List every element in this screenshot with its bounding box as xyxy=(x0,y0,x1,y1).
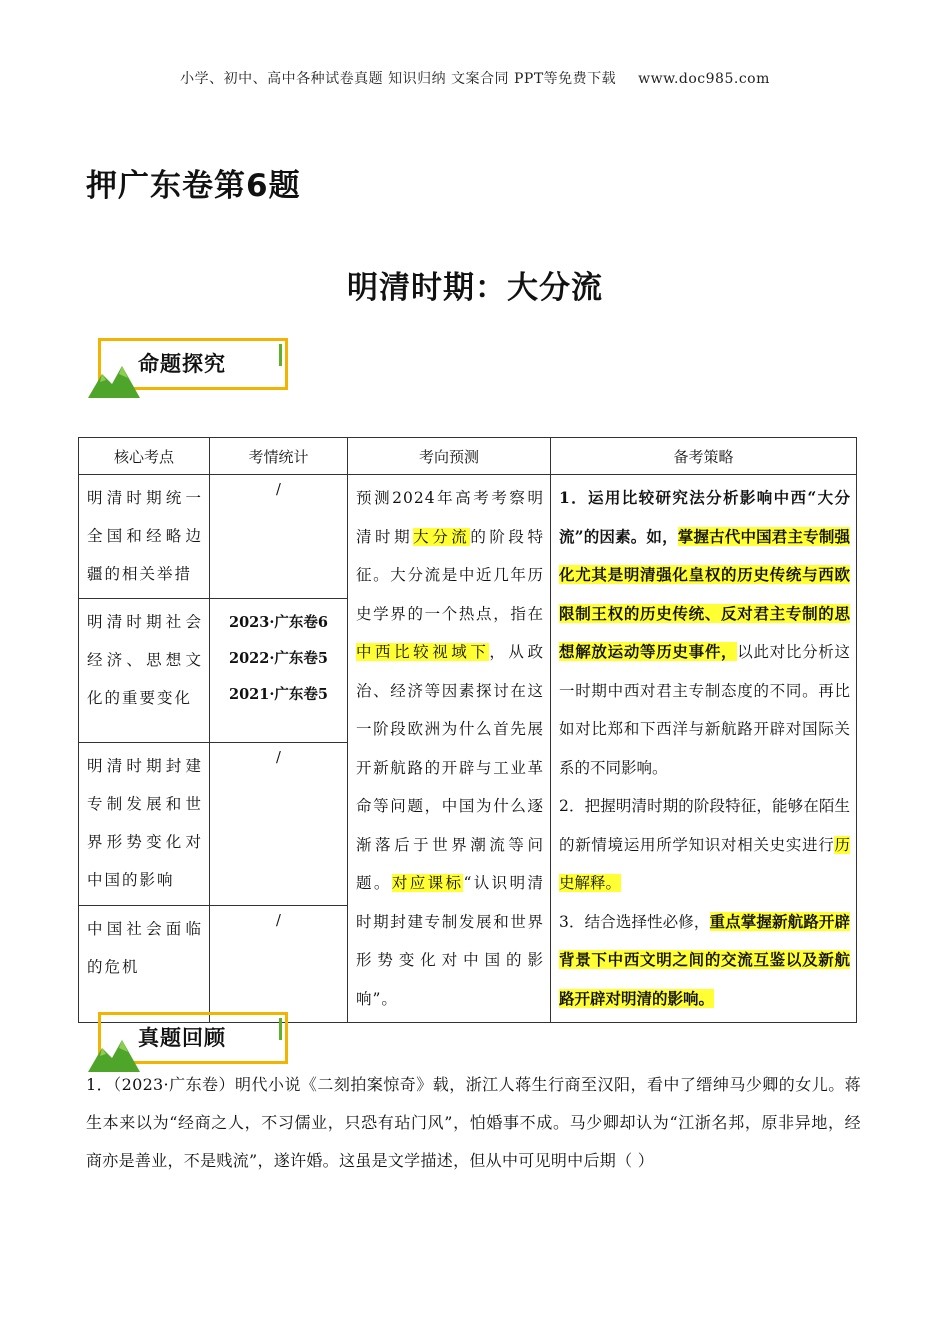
strategy-cell xyxy=(551,475,857,1023)
stat-cell: / xyxy=(210,475,348,599)
stat-line: 2021·广东卷5 xyxy=(229,686,328,704)
table-header-row xyxy=(79,438,857,475)
page-header xyxy=(0,68,950,88)
strategy-text: 3．结合选择性必修， xyxy=(559,912,710,931)
header-url[interactable]: www.doc985.com xyxy=(638,71,770,87)
mountain-icon xyxy=(88,358,144,398)
header-strategy: 备考策略 xyxy=(551,438,857,475)
header-prediction: 考向预测 xyxy=(348,438,551,475)
core-point: 明清时期封建专制发展和世界形势变化对中国的影响 xyxy=(79,743,210,905)
strategy-highlight: 掌握古代中国君主专制强化尤其是明清强化皇权的历史传统与西欧限制王权的历史传统、反对君主专制的思想解放运动等历史事件， xyxy=(559,526,850,661)
stat-line: 2022·广东卷5 xyxy=(229,650,328,668)
stat-cell: / xyxy=(210,743,348,905)
prediction-text: “认识明清时期封建专制发展和世界形势变化对中国的影响”。 xyxy=(356,874,544,1008)
badge-accent xyxy=(279,344,282,366)
prediction-cell xyxy=(348,475,551,1023)
prediction-text: 的阶段特征。大分流是中近几年历史学界的一个热点，指在 xyxy=(356,527,544,623)
page-title: 押广东卷第6题 xyxy=(86,168,301,204)
stat-line: 2023·广东卷6 xyxy=(229,614,328,632)
prediction-text: ，从政治、经济等因素探讨在这一阶段欧洲为什么首先展开新航路的开辟与工业革命等问题，中国为什么逐渐落后于世界潮流等问题。 xyxy=(356,643,544,892)
prediction-highlight: 大分流 xyxy=(413,527,471,546)
page-subtitle: 明清时期：大分流 xyxy=(347,270,603,306)
strategy-text: 1．运用比较研究法分析影响中西“大分流”的因素。如， xyxy=(559,488,850,546)
strategy-text: 以此对比分析这一时期中西对君主专制态度的不同。再比如对比郑和下西洋与新航路开辟对国际关系的不同影响。 xyxy=(559,643,850,777)
strategy-text: 2．把握明清时期的阶段特征，能够在陌生的新情境运用所学知识对相关史实进行 xyxy=(559,797,850,854)
stat-cell xyxy=(210,599,348,743)
table-row xyxy=(79,475,857,599)
badge-label: 命题探究 xyxy=(138,352,226,376)
strategy-item-1 xyxy=(559,479,850,787)
badge-accent xyxy=(279,1018,282,1040)
header-core: 核心考点 xyxy=(79,438,210,475)
strategy-item-2 xyxy=(559,787,850,903)
strategy-highlight: 重点掌握新航路开辟背景下中西文明之间的交流互鉴以及新航路开辟对明清的影响。 xyxy=(559,911,850,1008)
core-point: 中国社会面临的危机 xyxy=(79,905,210,1022)
badge-label: 真题回顾 xyxy=(138,1026,226,1050)
header-banner: 小学、初中、高中各种试卷真题 知识归纳 文案合同 PPT等免费下载 xyxy=(180,71,617,87)
strategy-item-3 xyxy=(559,903,850,1019)
exam-plan-table xyxy=(78,437,857,1023)
section-badge-review xyxy=(88,1010,298,1074)
prediction-highlight: 中西比较视域下 xyxy=(356,643,490,661)
core-point: 明清时期统一全国和经略边疆的相关举措 xyxy=(79,475,210,599)
prediction-text: 预测2024年高考考察明清时期 xyxy=(356,489,544,546)
question-1: 1．（2023·广东卷）明代小说《二刻拍案惊奇》载，浙江人蒋生行商至汉阳，看中了缙绅马少卿的女儿。蒋生本来以为“经商之人，不习儒业，只恐有玷门风”，怕婚事不成。马少卿却认为“江浙名邦，原非异地，经商亦是善业，不是贱流”，遂许婚。这虽是文学描述，但从中可见明中后期（ ） xyxy=(86,1075,861,1170)
header-stat: 考情统计 xyxy=(210,438,348,475)
prediction-highlight: 对应课标 xyxy=(391,874,464,892)
core-point: 明清时期社会经济、思想文化的重要变化 xyxy=(79,599,210,743)
strategy-highlight: 历史解释。 xyxy=(559,835,850,892)
section-badge-explore xyxy=(88,336,298,400)
stat-cell: / xyxy=(210,905,348,1022)
